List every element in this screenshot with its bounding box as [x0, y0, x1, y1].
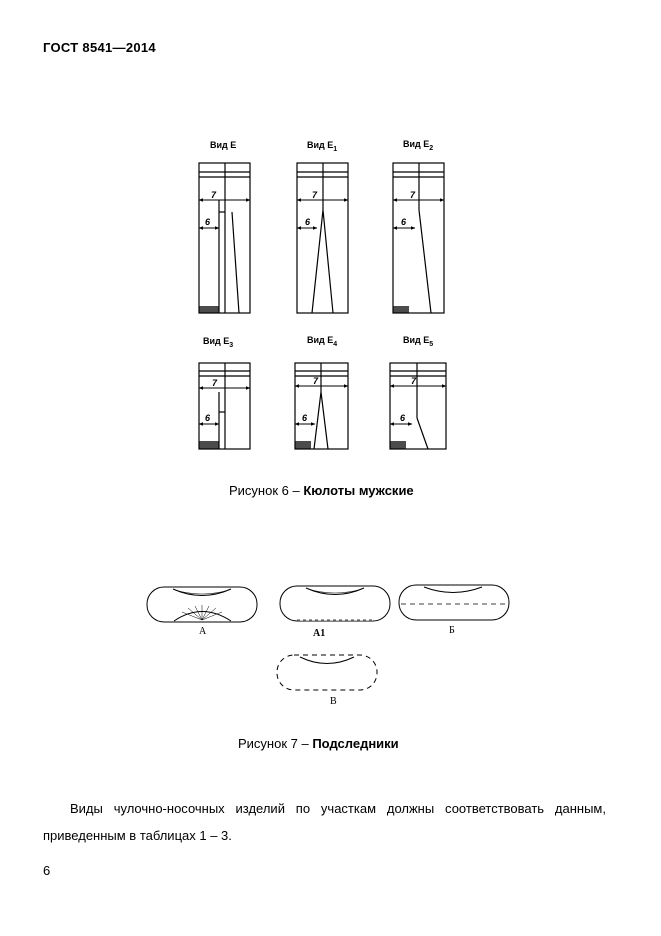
footlet-label-a: А — [199, 626, 207, 637]
dim-6-e5: 6 — [400, 413, 406, 423]
footlet-v-drawing — [277, 655, 377, 690]
dim-6-e1: 6 — [305, 217, 311, 227]
body-line-2: приведенным в таблицах 1 – 3. — [43, 828, 232, 843]
view-e5-drawing — [390, 363, 446, 449]
dim-7-e4: 7 — [313, 376, 319, 386]
figure-6-caption-title: Кюлоты мужские — [303, 483, 414, 498]
view-e2-drawing — [393, 163, 444, 313]
dim-7-e: 7 — [211, 190, 217, 200]
view-e3-drawing — [199, 363, 250, 449]
footlet-a1-drawing — [280, 586, 390, 621]
view-label-e4: Вид $Е_4$ — [307, 335, 338, 348]
view-e4-drawing — [295, 363, 348, 449]
footlet-b-drawing — [399, 585, 509, 620]
dim-6-e2: 6 — [401, 217, 407, 227]
view-label-e5: Вид $Е_5$ — [403, 335, 434, 348]
view-e-drawing — [199, 163, 250, 313]
view-label-e: Вид Е — [210, 140, 237, 150]
dim-7-e1: 7 — [312, 190, 318, 200]
view-label-e2: Вид $Е_2$ — [403, 139, 434, 152]
body-paragraph — [43, 795, 606, 849]
view-label-e1: Вид $Е_1$ — [307, 140, 338, 153]
figure-7-caption-prefix: Рисунок 7 – — [238, 736, 313, 751]
page-number: 6 — [43, 863, 51, 878]
view-label-e3: Вид $Е_3$ — [203, 336, 234, 349]
figure-6-caption-prefix: Рисунок 6 – — [229, 483, 304, 498]
dim-7-e2: 7 — [410, 190, 416, 200]
figure-6-caption — [229, 483, 414, 498]
dim-7-e3: 7 — [212, 378, 218, 388]
dim-6-e4: 6 — [302, 413, 308, 423]
document-header: ГОСТ 8541—2014 — [43, 40, 156, 55]
footlet-label-b: Б — [449, 625, 455, 636]
body-line-1: Виды чулочно-носочных изделий по участкам должны соответствовать данным, — [70, 801, 606, 816]
dim-6-e: 6 — [205, 217, 211, 227]
view-e1-drawing — [297, 163, 348, 313]
dim-7-e5: 7 — [411, 376, 417, 386]
figure-7-caption-title: Подследники — [312, 736, 399, 751]
footlet-a-drawing — [147, 587, 257, 622]
dim-6-e3: 6 — [205, 413, 211, 423]
footlet-label-a1: А1 — [313, 628, 326, 639]
footlet-label-v: В — [330, 696, 337, 707]
figure-7-caption — [238, 736, 399, 751]
